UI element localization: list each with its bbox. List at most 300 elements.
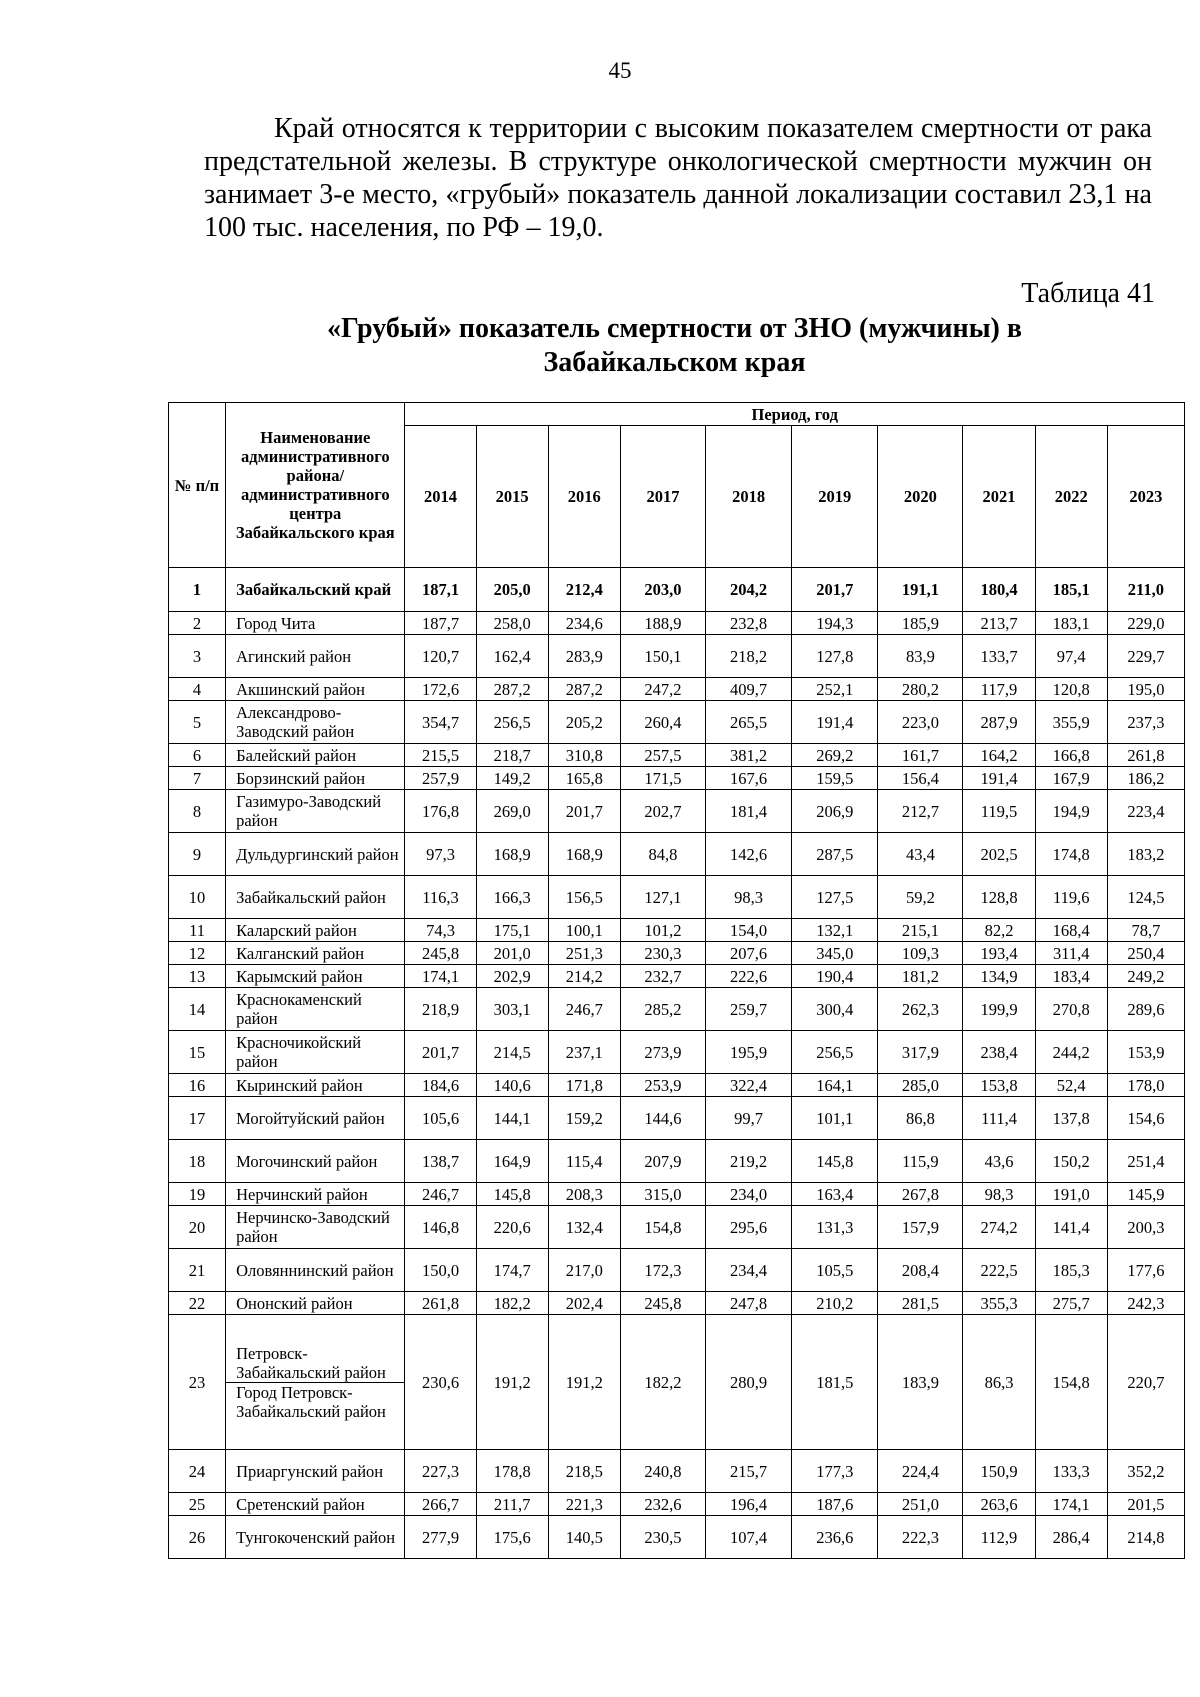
table-row: [169, 1516, 1185, 1559]
rate-cell: 86,8: [878, 1097, 963, 1140]
rate-cell: 229,0: [1107, 612, 1184, 635]
rate-cell: 97,4: [1035, 635, 1107, 678]
district-name: Забайкальский край: [226, 568, 405, 612]
rate-cell: 261,8: [405, 1292, 476, 1315]
row-number: 18: [169, 1140, 226, 1183]
rate-cell: 205,0: [476, 568, 548, 612]
rate-cell: 260,4: [620, 701, 705, 744]
rate-cell: 171,5: [620, 767, 705, 790]
table-row: [169, 1031, 1185, 1074]
table-row: [169, 744, 1185, 767]
rate-cell: 165,8: [548, 767, 620, 790]
rate-cell: 218,2: [706, 635, 792, 678]
rate-cell: 99,7: [706, 1097, 792, 1140]
table-row: [169, 1074, 1185, 1097]
rate-cell: 281,5: [878, 1292, 963, 1315]
rate-cell: 191,4: [792, 701, 878, 744]
rate-cell: 202,4: [548, 1292, 620, 1315]
district-name: Акшинский район: [226, 678, 405, 701]
rate-cell: 275,7: [1035, 1292, 1107, 1315]
rate-cell: 74,3: [405, 919, 476, 942]
rate-cell: 183,2: [1107, 833, 1184, 876]
rate-cell: 149,2: [476, 767, 548, 790]
district-name: Калганский район: [226, 942, 405, 965]
rate-cell: 245,8: [620, 1292, 705, 1315]
rate-cell: 166,3: [476, 876, 548, 919]
rate-cell: 186,2: [1107, 767, 1184, 790]
rate-cell: 137,8: [1035, 1097, 1107, 1140]
rate-cell: 315,0: [620, 1183, 705, 1206]
rate-cell: 345,0: [792, 942, 878, 965]
row-number: 15: [169, 1031, 226, 1074]
table-row: [169, 833, 1185, 876]
rate-cell: 259,7: [706, 988, 792, 1031]
rate-cell: 230,3: [620, 942, 705, 965]
table-title: [0, 312, 1200, 380]
rate-cell: 116,3: [405, 876, 476, 919]
district-name: Газимуро-Заводский район: [226, 790, 405, 833]
rate-cell: 355,9: [1035, 701, 1107, 744]
page-number: 45: [608, 58, 632, 83]
table-title-line1: «Грубый» показатель смертности от ЗНО (мужчины) в: [327, 313, 1022, 344]
table-row: [169, 1140, 1185, 1183]
rate-cell: 265,5: [706, 701, 792, 744]
rate-cell: 211,0: [1107, 568, 1184, 612]
rate-cell: 146,8: [405, 1206, 476, 1249]
rate-cell: 190,4: [792, 965, 878, 988]
rate-cell: 234,6: [548, 612, 620, 635]
district-name-primary: Петровск-Забайкальский район: [236, 1343, 386, 1382]
rate-cell: 238,4: [963, 1031, 1035, 1074]
rate-cell: 97,3: [405, 833, 476, 876]
rate-cell: 82,2: [963, 919, 1035, 942]
rate-cell: 141,4: [1035, 1206, 1107, 1249]
table-row: [169, 701, 1185, 744]
rate-cell: 267,8: [878, 1183, 963, 1206]
rate-cell: 223,4: [1107, 790, 1184, 833]
rate-cell: 257,5: [620, 744, 705, 767]
header-period: Период, год: [405, 403, 1185, 426]
rate-cell: 183,9: [878, 1315, 963, 1450]
district-name: Карымский район: [226, 965, 405, 988]
rate-cell: 322,4: [706, 1074, 792, 1097]
rate-cell: 174,1: [1035, 1493, 1107, 1516]
rate-cell: 191,0: [1035, 1183, 1107, 1206]
rate-cell: 245,8: [405, 942, 476, 965]
rate-cell: 187,7: [405, 612, 476, 635]
rate-cell: 153,8: [963, 1074, 1035, 1097]
rate-cell: 168,9: [548, 833, 620, 876]
rate-cell: 251,0: [878, 1493, 963, 1516]
rate-cell: 105,6: [405, 1097, 476, 1140]
rate-cell: 176,8: [405, 790, 476, 833]
rate-cell: 212,7: [878, 790, 963, 833]
rate-cell: 174,7: [476, 1249, 548, 1292]
district-name: Забайкальский район: [226, 876, 405, 919]
table-row: [169, 1097, 1185, 1140]
rate-cell: 234,0: [706, 1183, 792, 1206]
rate-cell: 409,7: [706, 678, 792, 701]
rate-cell: 200,3: [1107, 1206, 1184, 1249]
rate-cell: 157,9: [878, 1206, 963, 1249]
rate-cell: 115,9: [878, 1140, 963, 1183]
rate-cell: 168,9: [476, 833, 548, 876]
rate-cell: 222,3: [878, 1516, 963, 1559]
rate-cell: 223,0: [878, 701, 963, 744]
rate-cell: 159,5: [792, 767, 878, 790]
rate-cell: 112,9: [963, 1516, 1035, 1559]
rate-cell: 311,4: [1035, 942, 1107, 965]
district-name: Ононский район: [226, 1292, 405, 1315]
rate-cell: 133,7: [963, 635, 1035, 678]
table-row: [169, 988, 1185, 1031]
rate-cell: 164,2: [963, 744, 1035, 767]
rate-cell: 145,8: [792, 1140, 878, 1183]
header-num: № п/п: [169, 403, 226, 568]
intro-paragraph: Край относятся к территории с высоким показателем смертности от рака предстательной железы. В структуре онкологической смертности мужчин он занимает 3-е место, «грубый» показатель данной локализации составил 23,1 на 100 тыс. населения, по РФ – 19,0.: [204, 113, 1152, 243]
rate-cell: 232,8: [706, 612, 792, 635]
district-name: Краснокаменский район: [226, 988, 405, 1031]
rate-cell: 128,8: [963, 876, 1035, 919]
district-name-secondary: Город Петровск-Забайкальский район: [226, 1382, 404, 1421]
rate-cell: 256,5: [792, 1031, 878, 1074]
district-name: Каларский район: [226, 919, 405, 942]
rate-cell: 217,0: [548, 1249, 620, 1292]
rate-cell: 162,4: [476, 635, 548, 678]
rate-cell: 208,4: [878, 1249, 963, 1292]
table-row: [169, 942, 1185, 965]
row-number: 3: [169, 635, 226, 678]
rate-cell: 300,4: [792, 988, 878, 1031]
district-name: Красночикойский район: [226, 1031, 405, 1074]
rate-cell: 120,8: [1035, 678, 1107, 701]
rate-cell: 218,9: [405, 988, 476, 1031]
rate-cell: 203,0: [620, 568, 705, 612]
rate-cell: 52,4: [1035, 1074, 1107, 1097]
rate-cell: 224,4: [878, 1450, 963, 1493]
rate-cell: 163,4: [792, 1183, 878, 1206]
rate-cell: 274,2: [963, 1206, 1035, 1249]
rate-cell: 178,8: [476, 1450, 548, 1493]
rate-cell: 269,0: [476, 790, 548, 833]
header-year: 2015: [476, 426, 548, 568]
rate-cell: 191,2: [476, 1315, 548, 1450]
district-name: Нерчинский район: [226, 1183, 405, 1206]
rate-cell: 172,6: [405, 678, 476, 701]
table-row: [169, 1249, 1185, 1292]
table-label: Таблица 41: [1021, 278, 1155, 309]
header-year: 2022: [1035, 426, 1107, 568]
rate-cell: 86,3: [963, 1315, 1035, 1450]
rate-cell: 127,5: [792, 876, 878, 919]
header-name: Наименование административного района/ административного центра Забайкальского края: [226, 403, 405, 568]
rate-cell: 153,9: [1107, 1031, 1184, 1074]
rate-cell: 107,4: [706, 1516, 792, 1559]
table-row: [169, 767, 1185, 790]
rate-cell: 195,9: [706, 1031, 792, 1074]
rate-cell: 177,6: [1107, 1249, 1184, 1292]
rate-cell: 277,9: [405, 1516, 476, 1559]
rate-cell: 261,8: [1107, 744, 1184, 767]
rate-cell: 111,4: [963, 1097, 1035, 1140]
row-number: 13: [169, 965, 226, 988]
rate-cell: 253,9: [620, 1074, 705, 1097]
rate-cell: 381,2: [706, 744, 792, 767]
rate-cell: 258,0: [476, 612, 548, 635]
rate-cell: 205,2: [548, 701, 620, 744]
rate-cell: 201,0: [476, 942, 548, 965]
rate-cell: 183,1: [1035, 612, 1107, 635]
rate-cell: 263,6: [963, 1493, 1035, 1516]
header-year: 2017: [620, 426, 705, 568]
rate-cell: 287,2: [548, 678, 620, 701]
rate-cell: 127,1: [620, 876, 705, 919]
rate-cell: 266,7: [405, 1493, 476, 1516]
rate-cell: 221,3: [548, 1493, 620, 1516]
rate-cell: 287,9: [963, 701, 1035, 744]
rate-cell: 202,9: [476, 965, 548, 988]
rate-cell: 174,1: [405, 965, 476, 988]
rate-cell: 207,6: [706, 942, 792, 965]
rate-cell: 174,8: [1035, 833, 1107, 876]
table-row: [169, 678, 1185, 701]
rate-cell: 237,3: [1107, 701, 1184, 744]
rate-cell: 150,9: [963, 1450, 1035, 1493]
rate-cell: 194,3: [792, 612, 878, 635]
rate-cell: 154,8: [1035, 1315, 1107, 1450]
rate-cell: 140,6: [476, 1074, 548, 1097]
rate-cell: 214,2: [548, 965, 620, 988]
rate-cell: 219,2: [706, 1140, 792, 1183]
rate-cell: 166,8: [1035, 744, 1107, 767]
rate-cell: 247,8: [706, 1292, 792, 1315]
rate-cell: 247,2: [620, 678, 705, 701]
header-year: 2014: [405, 426, 476, 568]
rate-cell: 227,3: [405, 1450, 476, 1493]
rate-cell: 144,6: [620, 1097, 705, 1140]
rate-cell: 182,2: [620, 1315, 705, 1450]
rate-cell: 354,7: [405, 701, 476, 744]
rate-cell: 154,8: [620, 1206, 705, 1249]
rate-cell: 145,9: [1107, 1183, 1184, 1206]
table-row: [169, 1292, 1185, 1315]
rate-cell: 201,5: [1107, 1493, 1184, 1516]
rate-cell: 98,3: [706, 876, 792, 919]
header-year: 2016: [548, 426, 620, 568]
table-title-line2: Забайкальском края: [543, 347, 806, 378]
rate-cell: 222,6: [706, 965, 792, 988]
district-name: Город Чита: [226, 612, 405, 635]
row-number: 4: [169, 678, 226, 701]
rate-cell: 194,9: [1035, 790, 1107, 833]
rate-cell: 133,3: [1035, 1450, 1107, 1493]
rate-cell: 156,4: [878, 767, 963, 790]
rate-cell: 289,6: [1107, 988, 1184, 1031]
rate-cell: 172,3: [620, 1249, 705, 1292]
rate-cell: 252,1: [792, 678, 878, 701]
row-number: 9: [169, 833, 226, 876]
district-name: Агинский район: [226, 635, 405, 678]
rate-cell: 177,3: [792, 1450, 878, 1493]
row-number: 12: [169, 942, 226, 965]
rate-cell: 167,9: [1035, 767, 1107, 790]
rate-cell: 191,1: [878, 568, 963, 612]
rate-cell: 144,1: [476, 1097, 548, 1140]
rate-cell: 142,6: [706, 833, 792, 876]
rate-cell: 140,5: [548, 1516, 620, 1559]
row-number: 22: [169, 1292, 226, 1315]
rate-cell: 115,4: [548, 1140, 620, 1183]
rate-cell: 181,4: [706, 790, 792, 833]
rate-cell: 98,3: [963, 1183, 1035, 1206]
rate-cell: 167,6: [706, 767, 792, 790]
rate-cell: 206,9: [792, 790, 878, 833]
rate-cell: 195,0: [1107, 678, 1184, 701]
district-name: Кыринский район: [226, 1074, 405, 1097]
rate-cell: 193,4: [963, 942, 1035, 965]
rate-cell: 317,9: [878, 1031, 963, 1074]
rate-cell: 154,0: [706, 919, 792, 942]
rate-cell: 145,8: [476, 1183, 548, 1206]
rate-cell: 175,1: [476, 919, 548, 942]
rate-cell: 295,6: [706, 1206, 792, 1249]
rate-cell: 187,1: [405, 568, 476, 612]
rate-cell: 120,7: [405, 635, 476, 678]
row-number: 10: [169, 876, 226, 919]
rate-cell: 218,5: [548, 1450, 620, 1493]
row-number: 24: [169, 1450, 226, 1493]
rate-cell: 119,5: [963, 790, 1035, 833]
district-name: Оловяннинский район: [226, 1249, 405, 1292]
rate-cell: 280,9: [706, 1315, 792, 1450]
rate-cell: 201,7: [405, 1031, 476, 1074]
district-name: Тунгокоченский район: [226, 1516, 405, 1559]
rate-cell: 117,9: [963, 678, 1035, 701]
rate-cell: 285,0: [878, 1074, 963, 1097]
table-row: [169, 635, 1185, 678]
rate-cell: 171,8: [548, 1074, 620, 1097]
rate-cell: 181,2: [878, 965, 963, 988]
header-year: 2018: [706, 426, 792, 568]
rate-cell: 270,8: [1035, 988, 1107, 1031]
table-row: [169, 790, 1185, 833]
row-number: 23: [169, 1315, 226, 1450]
table-row: [169, 1206, 1185, 1249]
header-year: 2020: [878, 426, 963, 568]
rate-cell: 269,2: [792, 744, 878, 767]
rate-cell: 214,8: [1107, 1516, 1184, 1559]
rate-cell: 185,9: [878, 612, 963, 635]
row-number: 21: [169, 1249, 226, 1292]
row-number: 25: [169, 1493, 226, 1516]
rate-cell: 230,5: [620, 1516, 705, 1559]
rate-cell: 283,9: [548, 635, 620, 678]
table-row: [169, 612, 1185, 635]
table-row: [169, 1183, 1185, 1206]
rate-cell: 249,2: [1107, 965, 1184, 988]
district-name: Борзинский район: [226, 767, 405, 790]
rate-cell: 164,9: [476, 1140, 548, 1183]
row-number: 14: [169, 988, 226, 1031]
row-number: 16: [169, 1074, 226, 1097]
rate-cell: 154,6: [1107, 1097, 1184, 1140]
rate-cell: 196,4: [706, 1493, 792, 1516]
rate-cell: 240,8: [620, 1450, 705, 1493]
rate-cell: 182,2: [476, 1292, 548, 1315]
rate-cell: 150,0: [405, 1249, 476, 1292]
rate-cell: 229,7: [1107, 635, 1184, 678]
rate-cell: 168,4: [1035, 919, 1107, 942]
rate-cell: 156,5: [548, 876, 620, 919]
rate-cell: 352,2: [1107, 1450, 1184, 1493]
rate-cell: 215,7: [706, 1450, 792, 1493]
rate-cell: 246,7: [405, 1183, 476, 1206]
row-number: 7: [169, 767, 226, 790]
rate-cell: 237,1: [548, 1031, 620, 1074]
rate-cell: 100,1: [548, 919, 620, 942]
rate-cell: 138,7: [405, 1140, 476, 1183]
rate-cell: 213,7: [963, 612, 1035, 635]
rate-cell: 215,1: [878, 919, 963, 942]
rate-cell: 242,3: [1107, 1292, 1184, 1315]
rate-cell: 161,7: [878, 744, 963, 767]
rate-cell: 287,5: [792, 833, 878, 876]
rate-cell: 215,5: [405, 744, 476, 767]
row-number: 6: [169, 744, 226, 767]
rate-cell: 43,4: [878, 833, 963, 876]
table-row: [169, 965, 1185, 988]
rate-cell: 232,7: [620, 965, 705, 988]
table-row: [169, 919, 1185, 942]
rate-cell: 134,9: [963, 965, 1035, 988]
row-number: 26: [169, 1516, 226, 1559]
district-name: Сретенский район: [226, 1493, 405, 1516]
district-name: Приаргунский район: [226, 1450, 405, 1493]
rate-cell: 150,1: [620, 635, 705, 678]
header-year: 2023: [1107, 426, 1184, 568]
row-number: 1: [169, 568, 226, 612]
table-row: [169, 568, 1185, 612]
rate-cell: 127,8: [792, 635, 878, 678]
rate-cell: 181,5: [792, 1315, 878, 1450]
rate-cell: 250,4: [1107, 942, 1184, 965]
rate-cell: 191,2: [548, 1315, 620, 1450]
district-name: Александрово-Заводский район: [226, 701, 405, 744]
rate-cell: 101,1: [792, 1097, 878, 1140]
row-number: 20: [169, 1206, 226, 1249]
rate-cell: 132,1: [792, 919, 878, 942]
rate-cell: 244,2: [1035, 1031, 1107, 1074]
rate-cell: 185,3: [1035, 1249, 1107, 1292]
rate-cell: 210,2: [792, 1292, 878, 1315]
rate-cell: 201,7: [548, 790, 620, 833]
district-name: Нерчинско-Заводский район: [226, 1206, 405, 1249]
table-row: [169, 1450, 1185, 1493]
rate-cell: 164,1: [792, 1074, 878, 1097]
rate-cell: 207,9: [620, 1140, 705, 1183]
rate-cell: 188,9: [620, 612, 705, 635]
table-row: [169, 1315, 1185, 1450]
rate-cell: 218,7: [476, 744, 548, 767]
rate-cell: 220,7: [1107, 1315, 1184, 1450]
rate-cell: 232,6: [620, 1493, 705, 1516]
rate-cell: 159,2: [548, 1097, 620, 1140]
header-year: 2019: [792, 426, 878, 568]
row-number: 17: [169, 1097, 226, 1140]
row-number: 8: [169, 790, 226, 833]
rate-cell: 132,4: [548, 1206, 620, 1249]
rate-cell: 214,5: [476, 1031, 548, 1074]
